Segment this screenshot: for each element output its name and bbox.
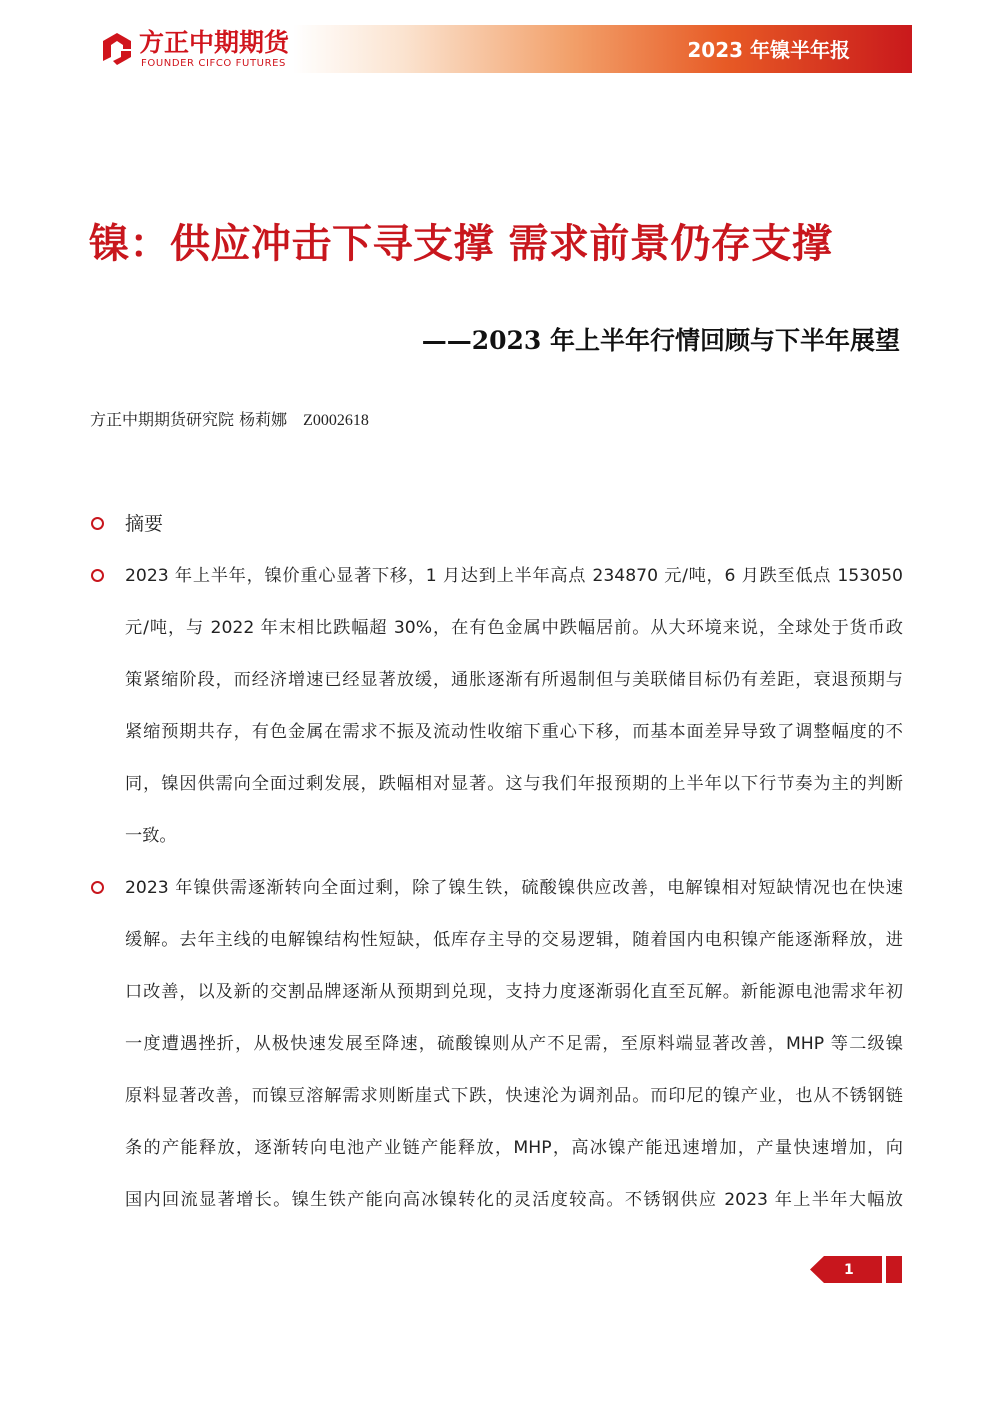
paragraph-line: 条的产能释放，逐渐转向电池产业链产能释放，MHP，高冰镍产能迅速增加，产量快速增加，向 — [125, 1138, 903, 1158]
bullet-circle-icon — [91, 517, 104, 530]
report-title: 2023 年镍半年报 — [687, 38, 850, 62]
paragraph-line: 一致。 — [125, 826, 177, 846]
page-number: 1 — [844, 1262, 854, 1278]
paragraph-line: 缓解。去年主线的电解镍结构性短缺，低库存主导的交易逻辑，随着国内电积镍产能逐渐释放，进 — [125, 930, 903, 950]
paragraph-line: 原料显著改善，而镍豆溶解需求则断崖式下跌，快速沦为调剂品。而印尼的镍产业，也从不锈钢链 — [125, 1086, 903, 1106]
founder-logo-icon — [99, 31, 135, 67]
logo-english-name: FOUNDER CIFCO FUTURES — [141, 58, 286, 69]
logo-chinese-name: 方正中期期货 — [139, 28, 290, 57]
paragraph-line: 口改善，以及新的交割品牌逐渐从预期到兑现，支持力度逐渐弱化直至瓦解。新能源电池需求年初 — [125, 982, 903, 1002]
page-number-badge — [810, 1256, 902, 1283]
bullet-circle-icon — [91, 881, 104, 894]
paragraph-line: 策紧缩阶段，而经济增速已经显著放缓，通胀逐渐有所遏制但与美联储目标仍有差距，衰退预期与 — [125, 670, 903, 690]
paragraph-line: 2023 年上半年，镍价重心显著下移，1 月达到上半年高点 234870 元/吨，6 月跌至低点 153050 — [125, 566, 903, 586]
paragraph-line: 同，镍因供需向全面过剩发展，跌幅相对显著。这与我们年报预期的上半年以下行节奏为主的判断 — [125, 774, 903, 794]
document-title: 镍：供应冲击下寻支撑 需求前景仍存支撑 — [89, 221, 833, 267]
document-subtitle: ——2023 年上半年行情回顾与下半年展望 — [421, 326, 900, 355]
summary-paragraph-2 — [125, 862, 903, 1226]
section-heading-summary: 摘要 — [125, 513, 164, 535]
author-line — [90, 408, 369, 433]
paragraph-line: 国内回流显著增长。镍生铁产能向高冰镍转化的灵活度较高。不锈钢供应 2023 年上半年大幅放 — [125, 1190, 903, 1210]
paragraph-line: 元/吨，与 2022 年末相比跌幅超 30%，在有色金属中跌幅居前。从大环境来说，全球处于货币政 — [125, 618, 903, 638]
author-name: 方正中期期货研究院 杨莉娜 — [90, 410, 288, 429]
summary-paragraph-1 — [125, 550, 903, 862]
author-license-code: Z0002618 — [303, 412, 369, 429]
paragraph-line: 一度遭遇挫折，从极快速发展至降速，硫酸镍则从产不足需，至原料端显著改善，MHP 等二级镍 — [125, 1034, 903, 1054]
paragraph-line: 2023 年镍供需逐渐转向全面过剩，除了镍生铁，硫酸镍供应改善，电解镍相对短缺情况也在快速 — [125, 878, 903, 898]
page-number-block — [886, 1256, 902, 1283]
bullet-circle-icon — [91, 569, 104, 582]
page-header — [95, 25, 912, 73]
header-gradient-bar — [293, 25, 912, 73]
paragraph-line: 紧缩预期共存，有色金属在需求不振及流动性收缩下重心下移，而基本面差异导致了调整幅度的不 — [125, 722, 903, 742]
